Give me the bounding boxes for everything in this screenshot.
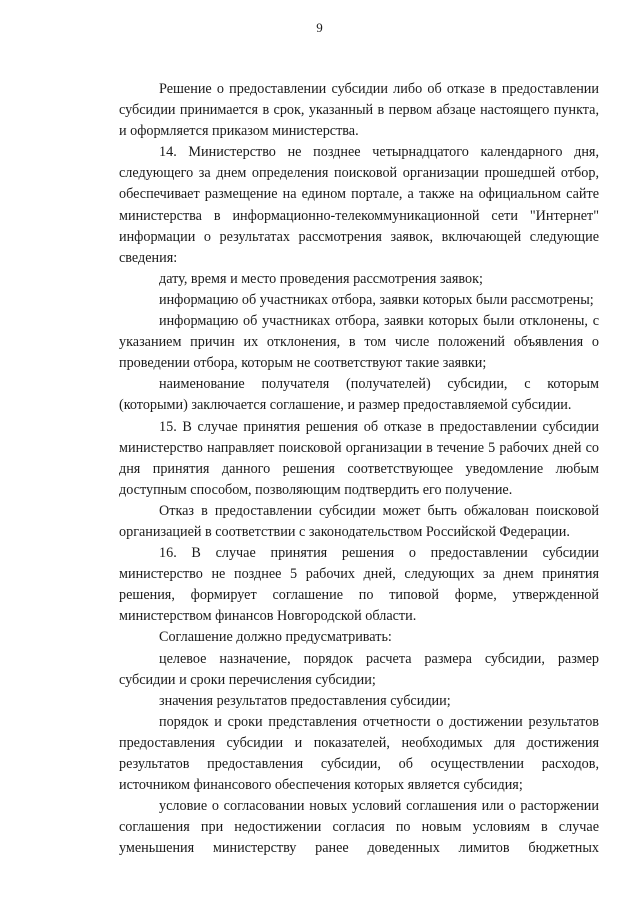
paragraph-list-rejected: информацию об участниках отбора, заявки которых были отклонены, с указанием причин их отклонения, в том числе положений объявления о проведении отбора, которым не соответствуют такие заявки; (119, 313, 599, 372)
paragraph-agreement-intro: Соглашение должно предусматривать: (159, 629, 392, 646)
paragraph-appeal: Отказ в предоставлении субсидии может быть обжалован поисковой организацией в соответствии с законодательством Российской Федерации. (119, 502, 599, 540)
paragraph-conditions: условие о согласовании новых условий соглашения или о расторжении соглашения при недостижении согласия по новым условиям в случае уменьшения министерству ранее доведенных лимитов бюджетных (119, 798, 599, 857)
paragraph-list-reviewed: информацию об участниках отбора, заявки которых были рассмотрены; (159, 291, 594, 308)
paragraph-list-recipient: наименование получателя (получателей) субсидии, с которым (которыми) заключается соглашение, и размер предоставляемой субсидии. (119, 376, 599, 414)
paragraph-list-date: дату, время и место проведения рассмотрения заявок; (159, 270, 483, 287)
paragraph-item-16: 16. В случае принятия решения о предоставлении субсидии министерство не позднее 5 рабочих дней, следующих за днем принятия решения, формирует соглашение по типовой форме, утвержденной министерством финансов Новгородской области. (119, 545, 599, 625)
paragraph-item-14: 14. Министерство не позднее четырнадцатого календарного дня, следующего за днем определения поисковой организации прошедшей отбор, обеспечивает размещение на едином портале, а также на официальном сайте министерства в информационно-телекоммуникационной сети "Интернет" информации о результатах рассмотрения заявок, включающей следующие сведения: (119, 144, 599, 266)
page-number: 9 (316, 20, 323, 35)
paragraph-reporting: порядок и сроки представления отчетности о достижении результатов предоставления субсидии и показателей, необходимых для достижения результатов предоставления субсидии, об осуществлении расходов, источником финансового обеспечения которых является субсидия; (119, 713, 599, 794)
paragraph-results: значения результатов предоставления субсидии; (159, 692, 451, 709)
paragraph-item-15: 15. В случае принятия решения об отказе в предоставлении субсидии министерство направляет поисковой организации в течение 5 рабочих дней со дня принятия данного решения соответствующее уведомление любым доступным способом, позволяющим подтвердить его получение. (119, 418, 599, 498)
paragraph-purpose: целевое назначение, порядок расчета размера субсидии, размер субсидии и сроки перечисления субсидии; (119, 650, 599, 688)
paragraph-decision: Решение о предоставлении субсидии либо об отказе в предоставлении субсидии принимается в срок, указанный в первом абзаце настоящего пункта, и оформляется приказом министерства. (119, 81, 599, 140)
document-body (119, 79, 599, 859)
